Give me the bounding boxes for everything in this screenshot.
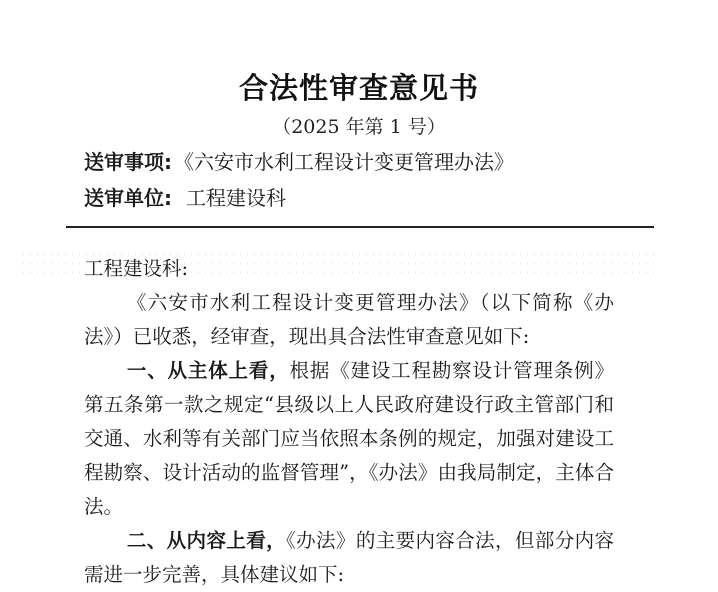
submission-item-value: 《六安市水利工程设计变更管理办法》 xyxy=(174,150,514,174)
paragraph-2-lead: 一、从主体上看， xyxy=(126,359,290,382)
submission-unit-label: 送审单位: xyxy=(84,186,172,210)
submission-item-label: 送审事项: xyxy=(84,150,172,174)
addressee: 工程建设科: xyxy=(84,257,189,280)
paragraph-1: 《六安市水利工程设计变更管理办法》（以下简称《办法》）已收悉，经审查，现出具合法性审查意见如下: xyxy=(84,291,614,348)
submission-item-row xyxy=(84,146,514,175)
paragraph-2-text: 根据《建设工程勘察设计管理条例》第五条第一款之规定“县级以上人民政府建设行政主管部门和交通、水利等有关部门应当依照本条例的规定，加强对建设工程勘察、设计活动的监督管理”，《办法》由我局制定，主体合法。 xyxy=(84,359,614,518)
header-divider xyxy=(66,226,654,228)
document-title: 合法性审查意见书 xyxy=(238,71,479,105)
document-body xyxy=(84,252,614,592)
paragraph-3-text: 《办法》的主要内容合法，但部分内容需进一步完善，具体建议如下: xyxy=(84,529,614,586)
paragraph-2 xyxy=(84,354,614,524)
submission-unit-value: 工程建设科 xyxy=(186,186,286,210)
paragraph-3-lead: 二、从内容上看， xyxy=(126,529,287,552)
document-number: （2025 年第 1 号） xyxy=(272,116,446,138)
submission-unit-row xyxy=(84,182,286,211)
paragraph-3 xyxy=(84,524,614,592)
